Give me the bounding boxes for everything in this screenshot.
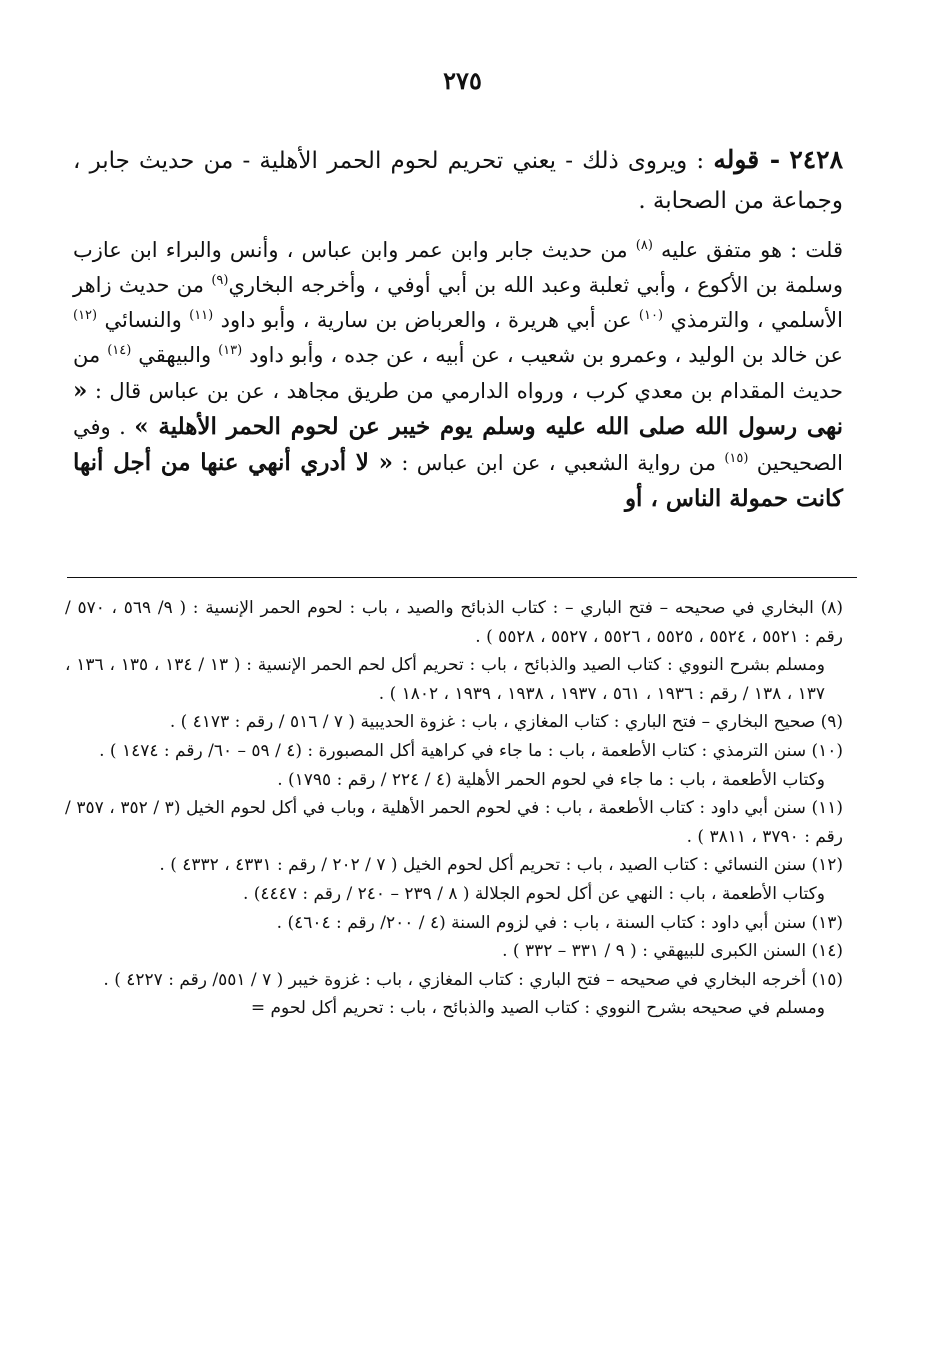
footnote-9: (٩) صحيح البخاري – فتح الباري : كتاب المغازي ، باب : غزوة الحديبية ( ٧ / ٥١٦ / رقم : ٤١٧٣ ) .	[169, 712, 843, 733]
footnote-10-continuation: وكتاب الأطعمة ، باب : ما جاء في لحوم الحمر الأهلية (٤ / ٢٢٤ / رقم : ١٧٩٥) .	[277, 769, 825, 790]
entry-number: ٢٤٢٨	[789, 145, 844, 174]
body-segment: من حديث جابر وابن عمر وابن عباس ، وأنس والبراء ابن عازب وسلمة بن الأكوع ، وأبي ثعلبة وعبد الله بن أبي أوفي ، وأخرجه البخاري	[73, 238, 843, 297]
body-segment: من حديث المقدام بن معدي كرب ، ورواه الدارمي من طريق مجاهد ، عن بن عباس قال :	[73, 343, 843, 403]
footnote-ref-9[interactable]: (٩)	[211, 273, 229, 288]
footnote-15-continuation: ومسلم في صحيحه بشرح النووي : كتاب الصيد والذبائح ، باب : تحريم أكل لحوم =	[250, 998, 825, 1019]
footnote-separator	[67, 577, 857, 578]
footnote-12: (١٢) سنن النسائي : كتاب الصيد ، باب : تحريم أكل لحوم الخيل ( ٧ / ٢٠٢ / رقم : ٤٣٣١ ، ٤٣٣٢ ) .	[159, 855, 843, 876]
entry-keyword: - قوله	[713, 145, 781, 174]
hadith-quote: « نهى رسول الله صلى الله عليه وسلم يوم خيبر عن لحوم الحمر الأهلية »	[73, 377, 843, 440]
main-text	[73, 140, 843, 517]
page-number: ٢٧٥	[443, 66, 482, 95]
footnote-ref-13[interactable]: (١٣)	[218, 343, 243, 358]
footnote-8: (٨) البخاري في صحيحه – فتح الباري – : كتاب الذبائح والصيد ، باب : لحوم الحمر الإنسية : ( ٩/ ٥٦٩ ، ٥٧٠ / رقم : ٥٥٢١ ، ٥٥٢٤ ، ٥٥٢٥ ، ٥٥٢٦ ، ٥٥٢٧ ، ٥٥٢٨ ) .	[65, 598, 843, 647]
hadith-quote: « لا أدري أنهي عنها من أجل أنها كانت حمولة الناس ، أو	[73, 449, 843, 512]
footnote-15: (١٥) أخرجه البخاري في صحيحه – فتح الباري : كتاب المغازي ، باب : غزوة خيبر ( ٧ / ٥٥١/ رقم : ٤٢٢٧ ) .	[103, 969, 843, 990]
entry-heading	[73, 140, 843, 221]
footnote-13: (١٣) سنن أبي داود : كتاب السنة ، باب : في لزوم السنة (٤ / ٢٠٠/ رقم : ٤٦٠٤) .	[276, 912, 843, 933]
commentary-paragraph	[73, 233, 843, 517]
footnote-ref-14[interactable]: (١٤)	[107, 343, 132, 358]
footnote-ref-10[interactable]: (١٠)	[638, 308, 664, 323]
body-segment: . وفي الصحيحين	[73, 415, 843, 475]
footnote-ref-8[interactable]: (٨)	[635, 238, 653, 253]
footnote-11: (١١) سنن أبي داود : كتاب الأطعمة ، باب : في لحوم الحمر الأهلية ، وباب في أكل لحوم الخيل (٣ / ٣٥٢ ، ٣٥٧ / رقم : ٣٧٩٠ ، ٣٨١١ ) .	[65, 798, 843, 847]
body-segment: والبيهقي	[138, 343, 212, 367]
footnote-8-continuation: ومسلم بشرح النووي : كتاب الصيد والذبائح ، باب : تحريم أكل لحم الحمر الإنسية : ( ١٣ / ١٣٤ ، ١٣٥ ، ١٣٦ ، ١٣٧ ، ١٣٨ / رقم : ١٩٣٦ ، ٥٦١ ، ١٩٣٧ ، ١٩٣٨ ، ١٩٣٩ ، ١٨٠٢ ) .	[65, 655, 826, 704]
footnote-ref-12[interactable]: (١٢)	[73, 308, 98, 323]
footnote-10: (١٠) سنن الترمذي : كتاب الأطعمة ، باب : ما جاء في كراهية أكل المصبورة : (٤ / ٥٩ – ٦٠/ رقم : ١٤٧٤ ) .	[99, 740, 843, 761]
entry-text: : ويروى ذلك - يعني تحريم لحوم الحمر الأهلية - من حديث جابر ، وجماعة من الصحابة .	[73, 148, 843, 214]
footnote-14: (١٤) السنن الكبرى للبيهقي : ( ٩ / ٣٣١ – ٣٣٢ ) .	[502, 941, 843, 962]
footnote-12-continuation: وكتاب الأطعمة ، باب : النهي عن أكل لحوم الجلالة ( ٨ / ٢٣٩ – ٢٤٠ / رقم : ٤٤٤٧) .	[242, 883, 825, 904]
body-segment: والنسائي	[104, 308, 182, 332]
footnotes	[65, 594, 843, 1023]
body-segment: قلت : هو متفق عليه	[661, 238, 843, 262]
footnote-ref-15[interactable]: (١٥)	[724, 451, 749, 466]
body-segment: عن أبي هريرة ، والعرباض بن سارية ، وأبو داود	[220, 308, 632, 332]
body-segment: من حديث زاهر الأسلمي ، والترمذي	[73, 273, 843, 332]
footnote-ref-11[interactable]: (١١)	[189, 308, 214, 323]
body-segment: عن خالد بن الوليد ، وعمرو بن شعيب ، عن أبيه ، عن جده ، وأبو داود	[249, 343, 844, 367]
body-segment: من رواية الشعبي ، عن ابن عباس :	[401, 451, 716, 475]
